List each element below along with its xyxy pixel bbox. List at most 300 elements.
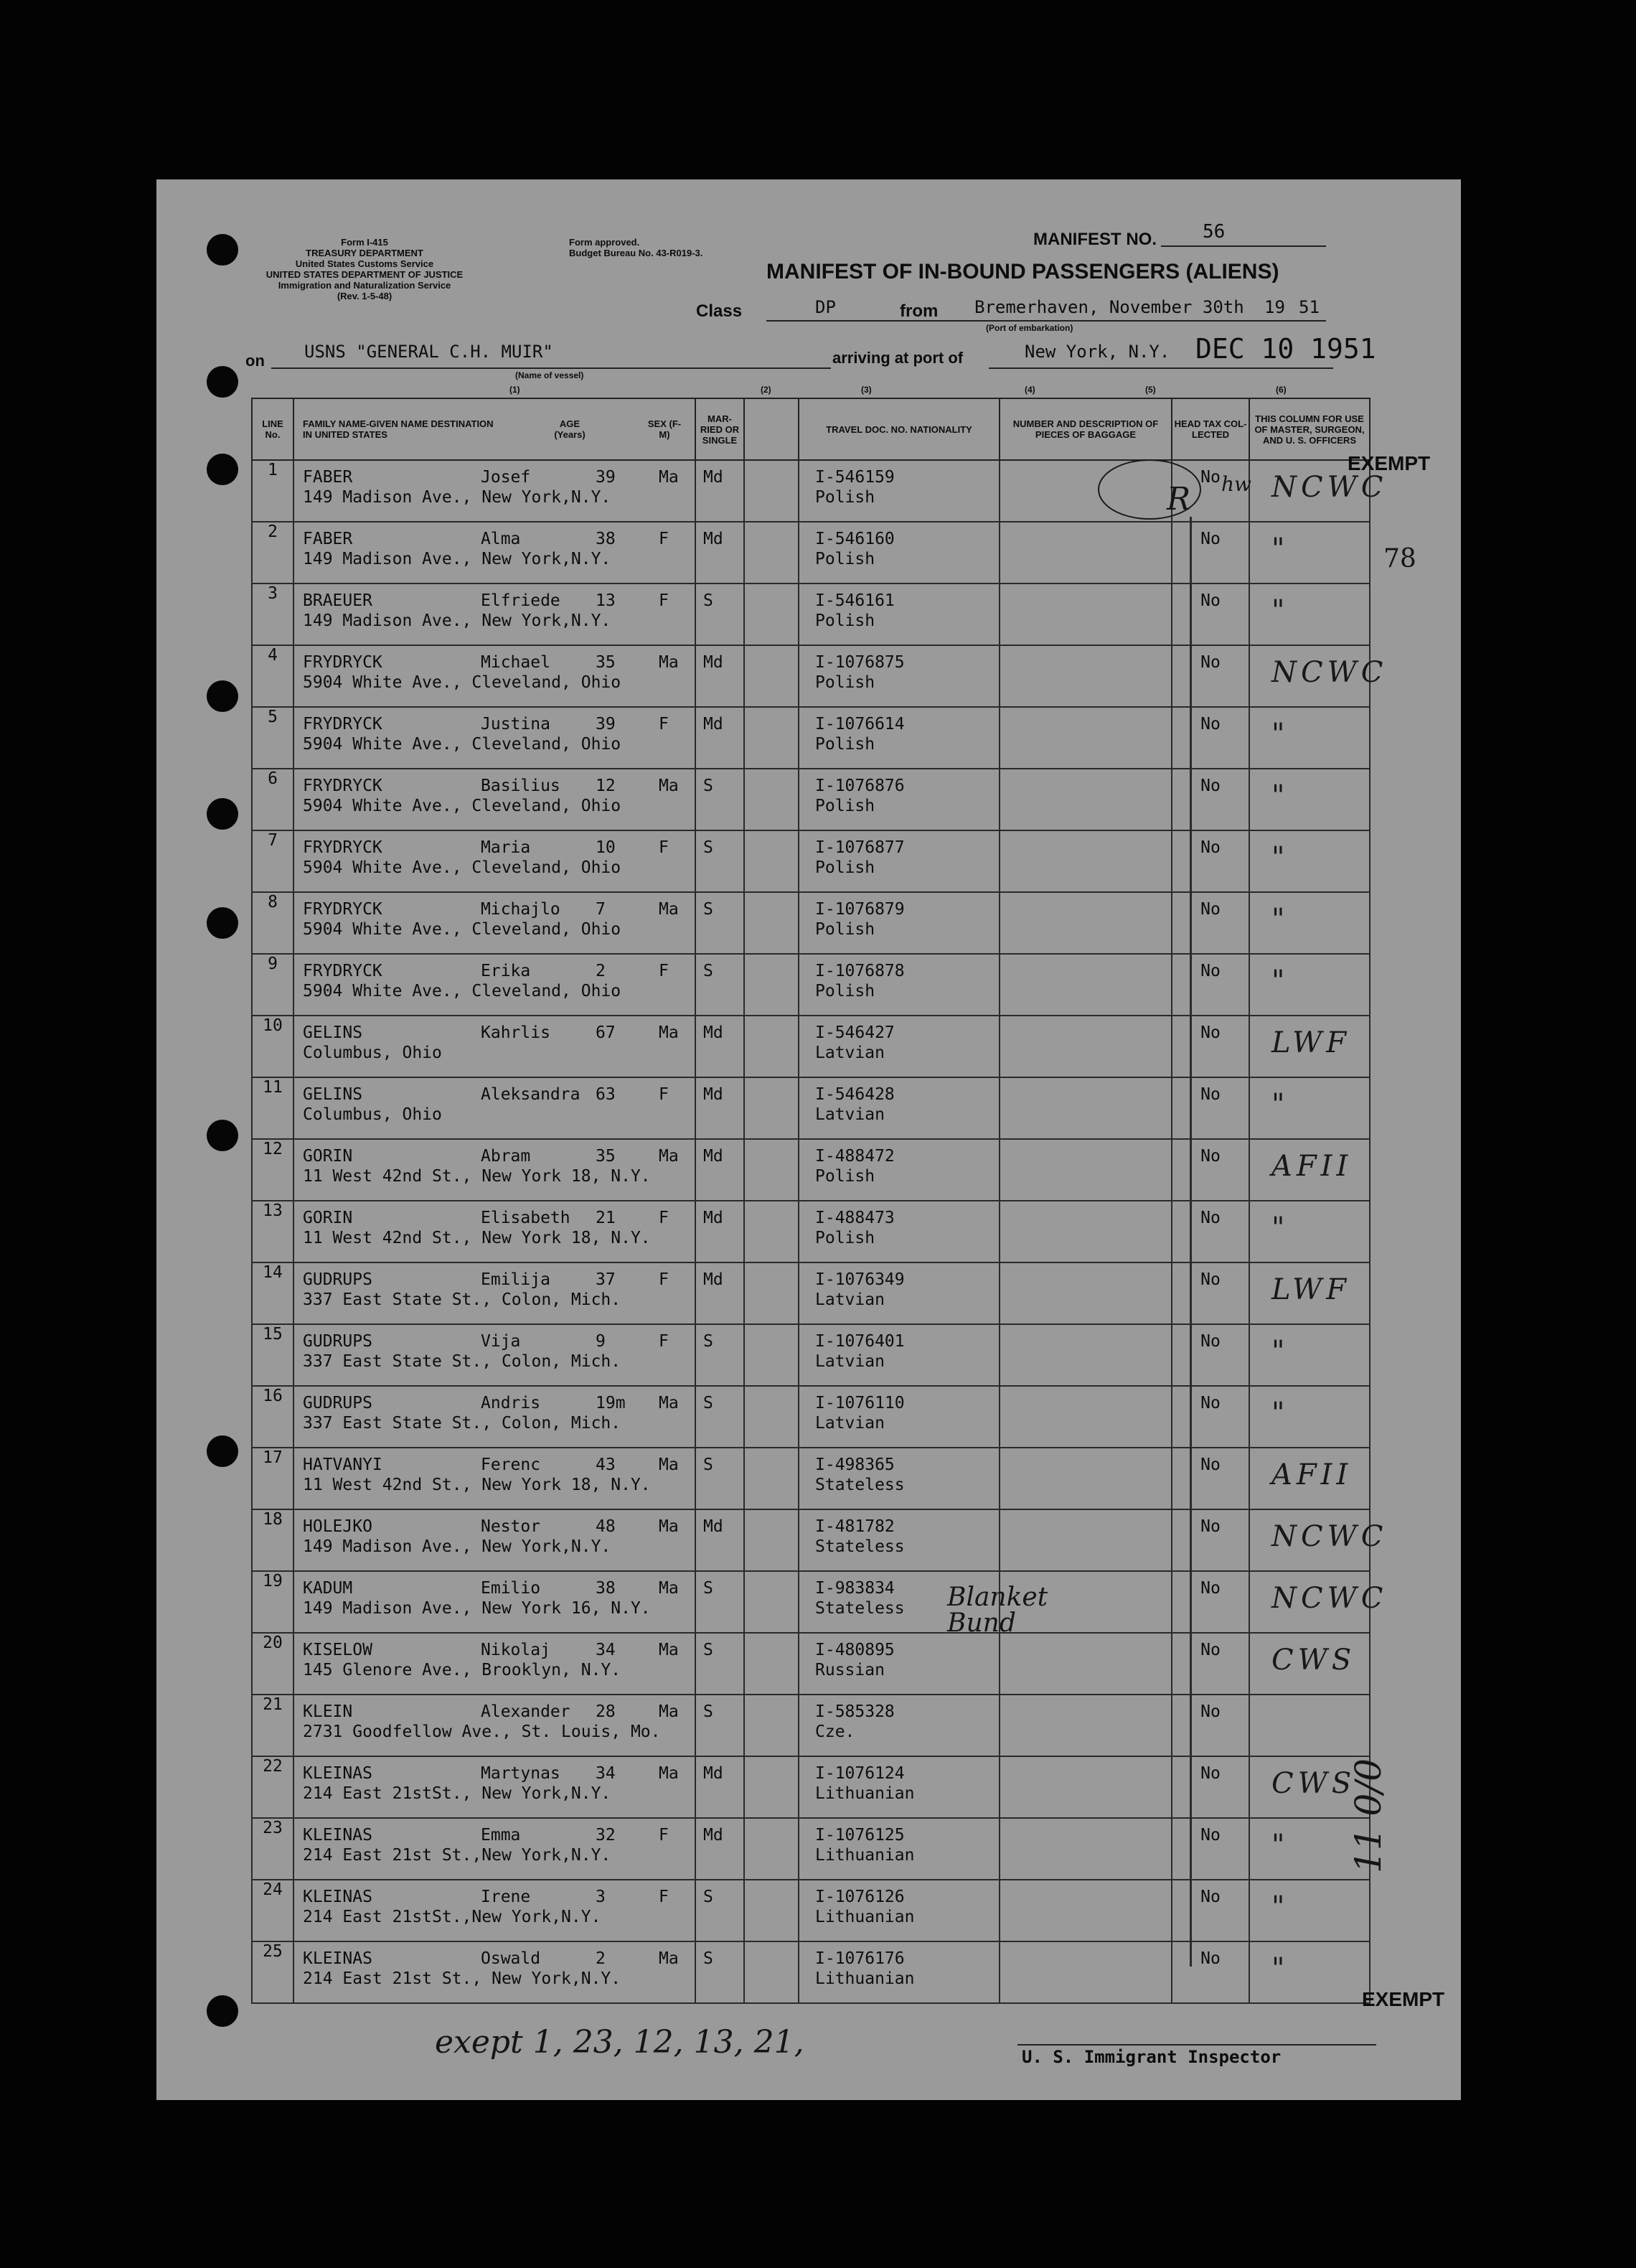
destination: Columbus, Ohio: [303, 1044, 442, 1062]
head-tax-cell: [1172, 1880, 1249, 1941]
name-destination-cell: [293, 707, 695, 769]
table-row: [252, 1324, 1370, 1386]
nationality: Latvian: [815, 1352, 885, 1371]
destination: 337 East State St., Colon, Mich.: [303, 1352, 621, 1371]
table-row: [252, 1818, 1370, 1880]
age: 10: [596, 838, 616, 857]
given-name: Emma: [481, 1826, 521, 1845]
head-tax-cell: [1172, 1941, 1249, 2003]
destination: 149 Madison Ave., New York,N.Y.: [303, 611, 611, 630]
married-cell: [695, 954, 744, 1016]
married-cell: [695, 1756, 744, 1818]
col-header-sex: SEX (F-M): [647, 418, 682, 440]
travel-doc-cell: [799, 1386, 1000, 1448]
sex: Ma: [659, 1147, 679, 1166]
officers-cell: [1249, 522, 1370, 584]
table-row: [252, 954, 1370, 1016]
nationality: Polish: [815, 1167, 875, 1186]
head-tax-value: No: [1200, 1085, 1221, 1104]
nationality: Lithuanian: [815, 1969, 915, 1988]
col-header-head-tax: HEAD TAX COL-LECTED: [1172, 398, 1249, 460]
nationality: Polish: [815, 1229, 875, 1247]
name-destination-cell: [293, 1139, 695, 1201]
spacer-cell: [744, 584, 799, 645]
officer-note: NCWC: [1271, 471, 1388, 504]
spacer-cell: [744, 1139, 799, 1201]
ins-service: Immigration and Naturalization Service: [278, 280, 451, 291]
officers-cell: [1249, 1941, 1370, 2003]
line-number-value: 8: [268, 893, 278, 912]
spacer-cell: [744, 1880, 799, 1941]
officers-cell: [1249, 954, 1370, 1016]
head-tax-cell: [1172, 1324, 1249, 1386]
head-tax-cell: [1172, 645, 1249, 707]
sex: Ma: [659, 1517, 679, 1536]
destination: 214 East 21stSt.,New York,N.Y.: [303, 1908, 601, 1926]
travel-doc-no: I-585328: [815, 1702, 895, 1721]
punch-hole: [207, 454, 238, 485]
officer-note: ": [1271, 1212, 1289, 1245]
nationality: Stateless: [815, 1476, 905, 1494]
head-tax-value: No: [1200, 1888, 1221, 1906]
destination: 5904 White Ave., Cleveland, Ohio: [303, 797, 621, 815]
given-name: Emilija: [481, 1270, 550, 1289]
line-number: [252, 1509, 293, 1571]
age: 7: [596, 900, 606, 919]
side-number: 78: [1383, 544, 1416, 573]
age: 67: [596, 1023, 616, 1042]
line-number-value: 5: [268, 708, 278, 726]
head-tax-value: No: [1200, 468, 1221, 487]
head-tax-cell: [1172, 1201, 1249, 1262]
line-number-value: 23: [263, 1819, 283, 1837]
travel-doc-cell: [799, 522, 1000, 584]
table-row: [252, 1509, 1370, 1571]
head-tax-mark: R: [1167, 481, 1191, 517]
punch-hole: [207, 907, 238, 939]
travel-doc-no: I-1076879: [815, 900, 905, 919]
line-number-value: 17: [263, 1448, 283, 1467]
sex: F: [659, 591, 669, 610]
table-row: [252, 1571, 1370, 1633]
sex: F: [659, 715, 669, 734]
sex: Ma: [659, 1456, 679, 1474]
given-name: Basilius: [481, 777, 560, 795]
table-row: [252, 769, 1370, 830]
married-cell: [695, 1880, 744, 1941]
head-tax-cell: [1172, 1633, 1249, 1695]
officers-cell: [1249, 1509, 1388, 1571]
punch-hole: [207, 1120, 238, 1151]
married-status: S: [703, 1949, 713, 1968]
officers-cell: [1249, 1695, 1370, 1756]
married-cell: [695, 769, 744, 830]
punch-hole: [207, 1995, 238, 2027]
officer-note: LWF: [1271, 1273, 1350, 1306]
name-destination-cell: [293, 1448, 695, 1509]
married-cell: [695, 1448, 744, 1509]
spacer-cell: [744, 1633, 799, 1695]
travel-doc-no: I-546428: [815, 1085, 895, 1104]
line-number-value: 25: [263, 1942, 283, 1961]
vessel-caption: (Name of vessel): [515, 370, 584, 380]
sex: F: [659, 530, 669, 548]
married-cell: [695, 1386, 744, 1448]
travel-doc-no: I-488473: [815, 1209, 895, 1227]
officers-cell: [1249, 584, 1370, 645]
head-tax-value: No: [1200, 1949, 1221, 1968]
col-number: (4): [1025, 385, 1035, 395]
travel-doc-no: I-1076126: [815, 1888, 905, 1906]
married-cell: [695, 707, 744, 769]
table-row: [252, 1262, 1370, 1324]
spacer-cell: [744, 1324, 799, 1386]
travel-doc-no: I-1076876: [815, 777, 905, 795]
married-cell: [695, 892, 744, 954]
sex: Ma: [659, 900, 679, 919]
given-name: Nestor: [481, 1517, 541, 1536]
married-cell: [695, 460, 744, 522]
officers-cell: [1249, 1262, 1370, 1324]
married-cell: [695, 1324, 744, 1386]
given-name: Oswald: [481, 1949, 541, 1968]
year-suffix: 51: [1299, 297, 1320, 317]
line-number: [252, 769, 293, 830]
nationality: Polish: [815, 797, 875, 815]
head-tax-value: No: [1200, 1394, 1221, 1412]
travel-doc-cell: [799, 954, 1000, 1016]
travel-doc-no: I-546161: [815, 591, 895, 610]
approval-block: [569, 237, 734, 258]
given-name: Alma: [481, 530, 521, 548]
spacer-cell: [744, 1509, 799, 1571]
head-tax-value: No: [1200, 1023, 1221, 1042]
form-number: Form I-415: [341, 237, 388, 248]
arriving-label: arriving at port of: [832, 349, 964, 367]
married-status: S: [703, 591, 713, 610]
spacer-cell: [744, 645, 799, 707]
family-name: KLEINAS: [303, 1949, 372, 1968]
manifest-no-underline: [1161, 245, 1326, 247]
family-name: BRAEUER: [303, 591, 372, 610]
col-number: (2): [761, 385, 771, 395]
nationality: Stateless: [815, 1537, 905, 1556]
officer-note: ": [1271, 1088, 1289, 1121]
nationality: Stateless: [815, 1599, 905, 1618]
officers-cell: [1249, 645, 1388, 707]
age: 39: [596, 468, 616, 487]
table-row: [252, 460, 1370, 522]
vessel-name: USNS "GENERAL C.H. MUIR": [304, 342, 553, 362]
age: 35: [596, 653, 616, 672]
married-status: S: [703, 1888, 713, 1906]
travel-doc-cell: [799, 1262, 1000, 1324]
travel-doc-no: I-1076877: [815, 838, 905, 857]
margin-note: 11 0/0: [1348, 1758, 1389, 1873]
name-destination-cell: [293, 1324, 695, 1386]
destination: 11 West 42nd St., New York 18, N.Y.: [303, 1167, 651, 1186]
destination: 149 Madison Ave., New York 16, N.Y.: [303, 1599, 651, 1618]
travel-doc-cell: [799, 1941, 1000, 2003]
officer-note: ": [1271, 1890, 1289, 1923]
head-tax-circle: [1098, 459, 1201, 520]
spacer-cell: [744, 707, 799, 769]
vessel-underline: [271, 367, 831, 369]
travel-doc-no: I-1076349: [815, 1270, 905, 1289]
table-row: [252, 1695, 1370, 1756]
head-tax-cell: [1172, 522, 1249, 584]
officers-cell: [1249, 830, 1370, 892]
travel-doc-cell: [799, 1509, 1000, 1571]
head-tax-value: No: [1200, 962, 1221, 980]
head-tax-value: No: [1200, 777, 1221, 795]
age: 2: [596, 1949, 606, 1968]
line-number-value: 4: [268, 646, 278, 665]
name-destination-cell: [293, 954, 695, 1016]
married-cell: [695, 1016, 744, 1077]
age: 39: [596, 715, 616, 734]
destination: 149 Madison Ave., New York,N.Y.: [303, 1537, 611, 1556]
married-status: Md: [703, 1147, 723, 1166]
line-number: [252, 1201, 293, 1262]
line-number-value: 12: [263, 1140, 283, 1158]
age: 38: [596, 530, 616, 548]
married-cell: [695, 1201, 744, 1262]
nationality: Latvian: [815, 1414, 885, 1433]
nationality: Russian: [815, 1661, 885, 1679]
travel-doc-no: I-1076401: [815, 1332, 905, 1351]
travel-doc-cell: [799, 1448, 1000, 1509]
family-name: HATVANYI: [303, 1456, 382, 1474]
age: 21: [596, 1209, 616, 1227]
officer-note: CWS: [1271, 1767, 1356, 1800]
destination: 5904 White Ave., Cleveland, Ohio: [303, 735, 621, 754]
class-value: DP: [815, 297, 836, 317]
head-tax-cell: [1172, 1077, 1249, 1139]
given-name: Elfriede: [481, 591, 560, 610]
sex: F: [659, 1826, 669, 1845]
destination: Columbus, Ohio: [303, 1105, 442, 1124]
head-tax-value: No: [1200, 1579, 1221, 1598]
table-row: [252, 522, 1370, 584]
travel-doc-cell: [799, 892, 1000, 954]
head-tax-cell: [1172, 1818, 1249, 1880]
hw-initials: hw: [1221, 472, 1251, 496]
destination: 214 East 21stSt., New York,N.Y.: [303, 1784, 611, 1803]
family-name: FABER: [303, 468, 353, 487]
from-value: Bremerhaven, November 30th: [974, 297, 1244, 317]
married-status: S: [703, 1394, 713, 1412]
embark-caption: (Port of embarkation): [986, 323, 1073, 333]
punch-hole: [207, 680, 238, 712]
family-name: KLEINAS: [303, 1764, 372, 1783]
sex: F: [659, 838, 669, 857]
spacer-cell: [744, 1386, 799, 1448]
manifest-table: [251, 398, 1388, 2004]
spacer-cell: [744, 1941, 799, 2003]
head-tax-value: No: [1200, 653, 1221, 672]
age: 34: [596, 1641, 616, 1659]
col-header-travel-doc: TRAVEL DOC. NO. NATIONALITY: [799, 398, 1000, 460]
head-tax-value: No: [1200, 1764, 1221, 1783]
baggage-cell: [1000, 1077, 1172, 1139]
head-tax-value: No: [1200, 1641, 1221, 1659]
line-number-value: 6: [268, 769, 278, 788]
customs-service: United States Customs Service: [295, 258, 434, 269]
sex: Ma: [659, 1023, 679, 1042]
head-tax-cell: [1172, 954, 1249, 1016]
name-destination-cell: [293, 1262, 695, 1324]
exempt-stamp-bottom: EXEMPT: [1362, 1988, 1445, 2010]
officers-cell: [1249, 1386, 1370, 1448]
age: 43: [596, 1456, 616, 1474]
line-number: [252, 522, 293, 584]
col-header-officers: THIS COLUMN FOR USE OF MASTER, SURGEON, AND U. S. OFFICERS: [1249, 398, 1370, 460]
line-number: [252, 892, 293, 954]
given-name: Irene: [481, 1888, 531, 1906]
table-row: [252, 892, 1370, 954]
sex: Ma: [659, 1394, 679, 1412]
head-tax-value: No: [1200, 900, 1221, 919]
given-name: Nikolaj: [481, 1641, 550, 1659]
table-row: [252, 645, 1370, 707]
officer-note: NCWC: [1271, 1582, 1388, 1615]
age: 63: [596, 1085, 616, 1104]
travel-doc-no: I-983834: [815, 1579, 895, 1598]
baggage-note: Blanket Bund: [947, 1583, 1048, 1638]
given-name: Justina: [481, 715, 550, 734]
treasury-dept: TREASURY DEPARTMENT: [306, 248, 423, 258]
baggage-cell: [1000, 1941, 1172, 2003]
line-number-value: 21: [263, 1695, 283, 1714]
officers-cell: [1249, 1139, 1370, 1201]
spacer-cell: [744, 460, 799, 522]
punch-hole: [207, 366, 238, 398]
sex: F: [659, 1209, 669, 1227]
officer-note: ": [1271, 1335, 1289, 1368]
name-destination-cell: [293, 522, 695, 584]
travel-doc-cell: [799, 584, 1000, 645]
family-name: KISELOW: [303, 1641, 372, 1659]
family-name: GORIN: [303, 1209, 353, 1227]
table-row: [252, 1077, 1370, 1139]
officers-cell: [1249, 707, 1370, 769]
spacer-cell: [744, 1695, 799, 1756]
age: 9: [596, 1332, 606, 1351]
inspector-title: U. S. Immigrant Inspector: [1022, 2047, 1282, 2067]
given-name: Vija: [481, 1332, 521, 1351]
destination: 337 East State St., Colon, Mich.: [303, 1290, 621, 1309]
baggage-cell: [1000, 769, 1172, 830]
line-number-value: 9: [268, 955, 278, 973]
punch-hole: [207, 234, 238, 266]
nationality: Cze.: [815, 1723, 855, 1741]
officers-cell: [1249, 1880, 1370, 1941]
officers-cell: [1249, 1448, 1370, 1509]
head-tax-cell: [1172, 1386, 1249, 1448]
punch-hole: [207, 798, 238, 830]
nationality: Polish: [815, 611, 875, 630]
sex: Ma: [659, 468, 679, 487]
given-name: Maria: [481, 838, 531, 857]
head-tax-value: No: [1200, 1702, 1221, 1721]
manifest-sheet: [156, 179, 1461, 2100]
sex: F: [659, 962, 669, 980]
name-destination-cell: [293, 1695, 695, 1756]
travel-doc-no: I-1076875: [815, 653, 905, 672]
destination: 5904 White Ave., Cleveland, Ohio: [303, 673, 621, 692]
married-cell: [695, 1633, 744, 1695]
head-tax-cell: [1172, 1262, 1249, 1324]
line-number: [252, 707, 293, 769]
line-number-value: 10: [263, 1016, 283, 1035]
married-cell: [695, 1941, 744, 2003]
family-name: FRYDRYCK: [303, 838, 382, 857]
spacer-cell: [744, 830, 799, 892]
line-number: [252, 1386, 293, 1448]
line-number: [252, 830, 293, 892]
name-destination-cell: [293, 1571, 695, 1633]
head-tax-cell: [1172, 830, 1249, 892]
family-name: FABER: [303, 530, 353, 548]
line-number: [252, 1262, 293, 1324]
travel-doc-no: I-546159: [815, 468, 895, 487]
col-header-married: MAR-RIED OR SINGLE: [695, 398, 744, 460]
arrival-port: New York, N.Y.: [1025, 342, 1170, 362]
travel-doc-cell: [799, 1077, 1000, 1139]
col-header-baggage: NUMBER AND DESCRIPTION OF PIECES OF BAGGAGE: [1000, 398, 1172, 460]
col-header-name: [293, 398, 695, 460]
line-number-value: 15: [263, 1325, 283, 1344]
name-destination-cell: [293, 1941, 695, 2003]
line-number-value: 14: [263, 1263, 283, 1282]
head-tax-cell: [1172, 1756, 1249, 1818]
destination: 5904 White Ave., Cleveland, Ohio: [303, 858, 621, 877]
age: 37: [596, 1270, 616, 1289]
married-status: Md: [703, 1023, 723, 1042]
table-row: [252, 1139, 1370, 1201]
family-name: GUDRUPS: [303, 1394, 372, 1412]
table-row: [252, 1201, 1370, 1262]
destination: 5904 White Ave., Cleveland, Ohio: [303, 920, 621, 939]
nationality: Lithuanian: [815, 1908, 915, 1926]
officer-note: AFII: [1271, 1150, 1353, 1183]
officer-note: ": [1271, 1397, 1289, 1430]
table-row: [252, 1386, 1370, 1448]
col-number: (3): [861, 385, 872, 395]
head-tax-cell: [1172, 1571, 1249, 1633]
baggage-cell: [1000, 954, 1172, 1016]
married-status: Md: [703, 715, 723, 734]
officer-note: ": [1271, 1952, 1289, 1985]
destination: 11 West 42nd St., New York 18, N.Y.: [303, 1229, 651, 1247]
baggage-cell: [1000, 707, 1172, 769]
family-name: KADUM: [303, 1579, 353, 1598]
line-number: [252, 1016, 293, 1077]
sex: Ma: [659, 777, 679, 795]
line-number-value: 22: [263, 1757, 283, 1776]
col-number: (5): [1145, 385, 1156, 395]
age: 12: [596, 777, 616, 795]
destination: 2731 Goodfellow Ave., St. Louis, Mo.: [303, 1723, 661, 1741]
baggage-cell: [1000, 1448, 1172, 1509]
travel-doc-cell: [799, 1201, 1000, 1262]
married-status: S: [703, 1641, 713, 1659]
spacer-cell: [744, 1448, 799, 1509]
married-status: Md: [703, 530, 723, 548]
baggage-cell: [1000, 1386, 1172, 1448]
given-name: Emilio: [481, 1579, 541, 1598]
